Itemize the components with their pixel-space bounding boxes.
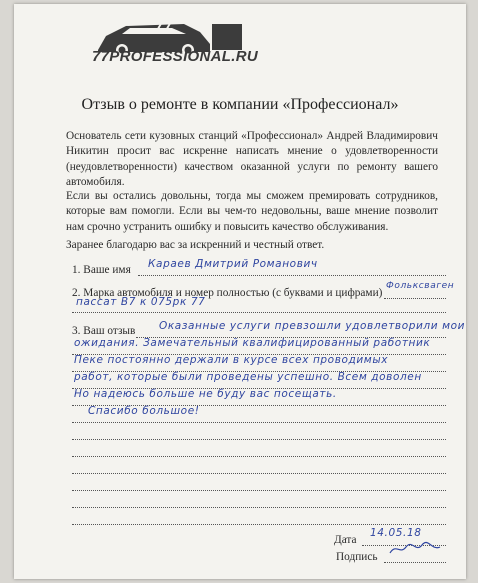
name-field-label: 1. Ваше имя	[72, 264, 131, 276]
date-label: Дата	[334, 534, 357, 546]
car-field-value-2[interactable]: пассат B7 к 075рк 77	[76, 296, 206, 308]
review-text-line[interactable]: Оказанные услуги превзошли удовлетворили мои	[159, 320, 466, 332]
review-line	[72, 490, 446, 491]
signature-mark[interactable]	[388, 541, 442, 557]
feedback-paragraph: Если вы остались довольны, тогда мы сможем премировать сотрудников, которые вам помогли. Если вы чем-то недовольны, ваше мнение позволит нам срочно устранить ошибку и повысить качество обслуживания.	[66, 190, 438, 233]
logo-number: 77.	[153, 20, 177, 37]
date-value[interactable]: 14.05.18	[370, 527, 422, 539]
car-field-line-1	[384, 298, 446, 299]
review-text-line[interactable]: Спасибо большое!	[88, 405, 200, 417]
name-field-value[interactable]: Караев Дмитрий Романович	[148, 258, 318, 270]
review-line	[72, 524, 446, 525]
car-field-line-2	[72, 312, 446, 313]
review-field-label: 3. Ваш отзыв	[72, 325, 136, 337]
page-title: Отзыв о ремонте в компании «Профессионал»	[81, 96, 399, 113]
review-text-line[interactable]: ожидания. Замечательный квалифицированный работник	[74, 337, 431, 349]
thanks-paragraph: Заранее благодарю вас за искренний и честный ответ.	[66, 239, 325, 251]
car-field-label: 2. Марка автомобиля и номер полностью (с буквами и цифрами)	[72, 287, 383, 299]
name-field-line	[138, 275, 446, 276]
signature-label: Подпись	[336, 551, 378, 563]
review-text-line[interactable]: Пеке постоянно держали в курсе всех проводимых	[74, 354, 389, 366]
review-text-line[interactable]: работ, которые были проведены успешно. Всем доволен	[74, 371, 422, 383]
review-line	[72, 422, 446, 423]
review-form-sheet	[14, 4, 466, 579]
review-line	[72, 473, 446, 474]
review-line	[72, 439, 446, 440]
signature-line	[384, 562, 446, 563]
review-line	[72, 507, 446, 508]
review-text-line[interactable]: Но надеюсь больше не буду вас посещать.	[74, 388, 337, 400]
site-url: 77PROFESSIONAL.RU	[92, 48, 258, 65]
car-field-value-1[interactable]: Фольксваген	[386, 281, 455, 291]
review-line	[72, 456, 446, 457]
intro-paragraph: Основатель сети кузовных станций «Профессионал» Андрей Владимирович Никитин просит вас искренне написать мнение о удовлетворенности (неудовлетворенности) качеством оказанной услуги по ремонту вашего автомобиля.	[66, 130, 438, 189]
